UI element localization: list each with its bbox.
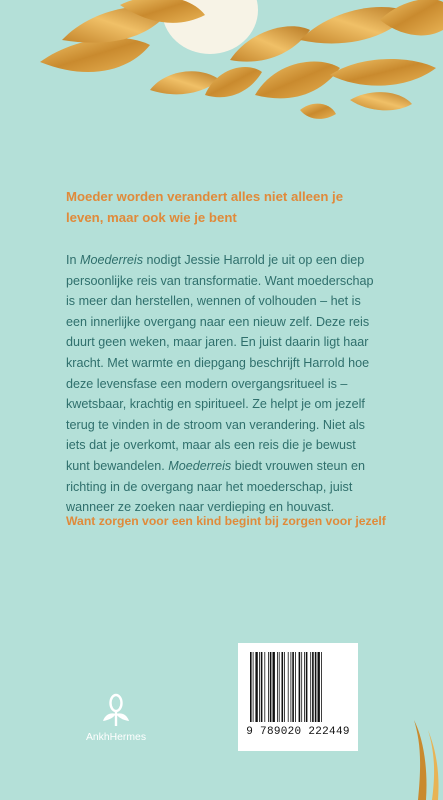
- barcode-bar: [273, 652, 275, 722]
- barcode-bar: [299, 652, 301, 722]
- barcode-bar: [284, 652, 285, 722]
- barcode-bar: [270, 652, 272, 722]
- barcode-bar: [321, 652, 322, 722]
- body-part-1: nodigt Jessie Harrold je uit op een diep persoonlijke reis van transformatie. Want moederschap is meer dan herstellen, wennen of volhouden – het is een innerlijke overgang naar een nieuw zelf. Deze reis duurt geen weken, maar jaren. En juist daarin ligt haar kracht. Met warmte en diepgang beschrijft Harrold hoe deze levensfase een modern overgangsritueel is – kwetsbaar, krachtig en spiritueel. Ze helpt je om jezelf terug te vinden in de stroom van verandering. Niet als iets dat je overkomt, maar als een reis die je bewust kunt bewandelen.: [66, 253, 374, 473]
- barcode-bars: [248, 652, 348, 722]
- barcode-bar: [279, 652, 280, 722]
- body-part-2: biedt vrouwen steun en richting in de overgang naar het moederschap, juist wanneer ze zoeken naar verdieping en houvast.: [66, 458, 365, 515]
- barcode-bar: [312, 652, 314, 722]
- barcode-bar: [282, 652, 284, 722]
- barcode-bar: [301, 652, 302, 722]
- book-title: Moederreis: [168, 458, 232, 473]
- barcode-bar: [261, 652, 263, 722]
- barcode-bar: [253, 652, 254, 722]
- barcode-bar: [288, 652, 289, 722]
- barcode-bar: [304, 652, 305, 722]
- gold-leaf-decoration: [0, 0, 443, 140]
- tagline: Moeder worden verandert alles niet alleen je leven, maar ook wie je bent: [66, 189, 344, 225]
- body-in: In: [66, 253, 77, 267]
- barcode-bar: [259, 652, 260, 722]
- barcode-bar: [255, 652, 257, 722]
- isbn-digits: 9 789020 222449: [246, 726, 350, 738]
- publisher-logo: [74, 690, 158, 743]
- barcode-bar: [310, 652, 311, 722]
- barcode-bar: [306, 652, 308, 722]
- closing-line: Want zorgen voor een kind begint bij zorgen voor jezelf: [66, 514, 386, 528]
- barcode-bar: [295, 652, 296, 722]
- barcode-bar: [315, 652, 317, 722]
- barcode-bar: [268, 652, 269, 722]
- barcode-bar: [250, 652, 252, 722]
- barcode-bar: [277, 652, 278, 722]
- ankhhermes-logo-icon: [96, 690, 136, 730]
- barcode-bar: [264, 652, 265, 722]
- barcode: [238, 643, 358, 751]
- decorative-edge: [400, 700, 443, 800]
- publisher-name: AnkhHermes: [85, 732, 147, 743]
- barcode-bar: [291, 652, 292, 722]
- barcode-bar: [318, 652, 320, 722]
- barcode-bar: [292, 652, 294, 722]
- book-title: Moederreis: [80, 253, 144, 267]
- body-text: [66, 250, 374, 518]
